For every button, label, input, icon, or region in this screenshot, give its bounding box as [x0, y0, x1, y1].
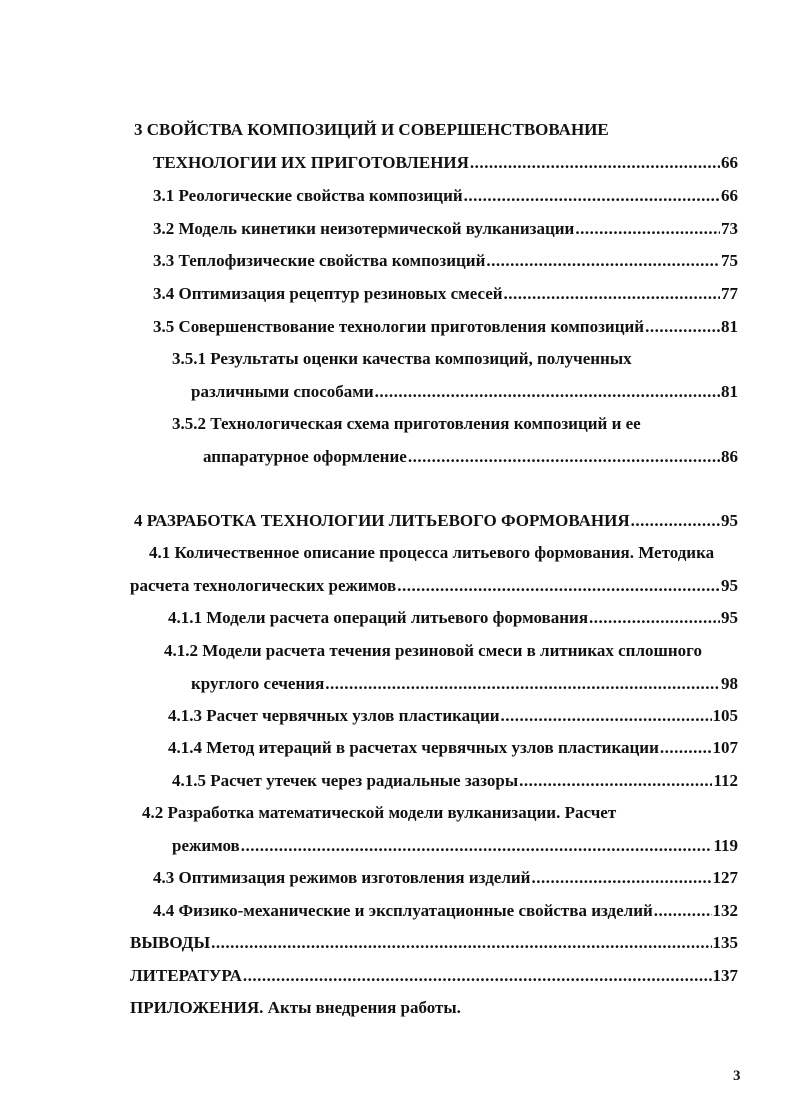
leader-dots	[631, 510, 720, 532]
page-ref: 75	[721, 251, 738, 270]
toc-entry-text: 3.2 Модель кинетики неизотермической вулканизации	[153, 219, 575, 238]
toc-entry-4-2-line1: 4.2 Разработка математической модели вулканизации. Расчет	[142, 803, 617, 822]
toc-entry-3-5-1	[191, 381, 738, 403]
page-number: 3	[733, 1068, 741, 1084]
page-ref: 107	[712, 738, 738, 757]
page-ref: 135	[712, 933, 738, 952]
toc-entry-text: аппаратурное оформление	[203, 447, 407, 466]
leader-dots	[575, 218, 720, 240]
toc-entry-3-3	[153, 250, 738, 272]
toc-entry-text: 4.1.5 Расчет утечек через радиальные зазоры	[172, 771, 519, 790]
page-ref: 95	[721, 608, 738, 627]
toc-entry-3-5-1-line1: 3.5.1 Результаты оценки качества композиций, полученных	[172, 349, 632, 368]
toc-entry-literature	[130, 965, 738, 987]
leader-dots	[531, 867, 711, 889]
toc-entry-text: 3.5 Совершенствование технологии приготовления композиций	[153, 317, 645, 336]
page-ref: 73	[721, 219, 738, 238]
page-ref: 132	[712, 901, 738, 920]
toc-entry-conclusions	[130, 932, 738, 954]
leader-dots	[504, 283, 720, 305]
toc-entry-text: различными способами	[191, 382, 374, 401]
page-ref: 119	[713, 836, 738, 855]
toc-entry-3-4	[153, 283, 738, 305]
toc-entry-4-3	[153, 867, 738, 889]
toc-entry-text: ЛИТЕРАТУРА	[130, 966, 242, 985]
page-ref: 105	[712, 706, 738, 725]
page-ref: 137	[712, 966, 738, 985]
page-ref: 66	[721, 186, 738, 205]
toc-entry-4-4	[153, 900, 738, 922]
toc-entry-4-1-line1: 4.1 Количественное описание процесса литьевого формования. Методика	[149, 543, 715, 562]
page-ref: 95	[721, 576, 738, 595]
chapter3-title-line1: 3 СВОЙСТВА КОМПОЗИЦИЙ И СОВЕРШЕНСТВОВАНИЕ	[134, 120, 609, 139]
chapter3-title-line2: ТЕХНОЛОГИИ ИХ ПРИГОТОВЛЕНИЯ	[153, 153, 469, 172]
toc-entry-appendix: ПРИЛОЖЕНИЯ. Акты внедрения работы.	[130, 998, 461, 1017]
page-ref: 81	[721, 317, 738, 336]
toc-entry-chapter4	[134, 510, 738, 532]
leader-dots	[211, 932, 711, 954]
toc-entry-text: ВЫВОДЫ	[130, 933, 211, 952]
toc-entry-4-1-4	[168, 737, 738, 759]
leader-dots	[660, 737, 712, 759]
leader-dots	[654, 900, 712, 922]
toc-entry-3-2	[153, 218, 738, 240]
leader-dots	[589, 607, 720, 629]
page-ref: 66	[721, 153, 738, 172]
leader-dots	[645, 316, 720, 338]
page-ref: 86	[721, 447, 738, 466]
toc-entry-text: 4.1.3 Расчет червячных узлов пластикации	[168, 706, 500, 725]
toc-entry-4-1-2	[191, 673, 738, 695]
toc-entry-chapter3	[153, 152, 738, 174]
toc-entry-4-1-2-line1: 4.1.2 Модели расчета течения резиновой смеси в литниках сплошного	[164, 641, 702, 660]
page-ref: 98	[721, 674, 738, 693]
page-ref: 81	[721, 382, 738, 401]
toc-entry-text: 4 РАЗРАБОТКА ТЕХНОЛОГИИ ЛИТЬЕВОГО ФОРМОВАНИЯ	[134, 511, 630, 530]
toc-entry-4-2	[172, 835, 738, 857]
leader-dots	[408, 446, 720, 468]
toc-entry-text: 4.3 Оптимизация режимов изготовления изделий	[153, 868, 531, 887]
toc-entry-text: 3.4 Оптимизация рецептур резиновых смесей	[153, 284, 503, 303]
toc-entry-text: режимов	[172, 836, 240, 855]
toc-entry-text: 3.1 Реологические свойства композиций	[153, 186, 463, 205]
toc-entry-text: 4.1.1 Модели расчета операций литьевого формования	[168, 608, 589, 627]
page-ref: 77	[721, 284, 738, 303]
toc-entry-3-5-2-line1: 3.5.2 Технологическая схема приготовления композиций и ее	[172, 414, 641, 433]
toc-entry-text: расчета технологических режимов	[130, 576, 397, 595]
leader-dots	[501, 705, 712, 727]
leader-dots	[375, 381, 720, 403]
leader-dots	[486, 250, 720, 272]
leader-dots	[241, 835, 713, 857]
toc-entry-3-5-2	[203, 446, 738, 468]
toc-entry-3-1	[153, 185, 738, 207]
leader-dots	[243, 965, 712, 987]
leader-dots	[470, 152, 720, 174]
toc-entry-3-5	[153, 316, 738, 338]
toc-entry-text: круглого сечения	[191, 674, 325, 693]
toc-entry-4-1-5	[172, 770, 738, 792]
leader-dots	[325, 673, 720, 695]
page-ref: 112	[713, 771, 738, 790]
toc-entry-4-1-1	[168, 607, 738, 629]
page-ref: 95	[721, 511, 738, 530]
leader-dots	[397, 575, 720, 597]
page-ref: 127	[712, 868, 738, 887]
toc-entry-4-1	[130, 575, 738, 597]
toc-entry-4-1-3	[168, 705, 738, 727]
toc-entry-text: 4.1.4 Метод итераций в расчетах червячных узлов пластикации	[168, 738, 659, 757]
leader-dots	[519, 770, 712, 792]
toc-entry-text: 3.3 Теплофизические свойства композиций	[153, 251, 486, 270]
toc-entry-text: 4.4 Физико-механические и эксплуатационные свойства изделий	[153, 901, 653, 920]
leader-dots	[464, 185, 720, 207]
